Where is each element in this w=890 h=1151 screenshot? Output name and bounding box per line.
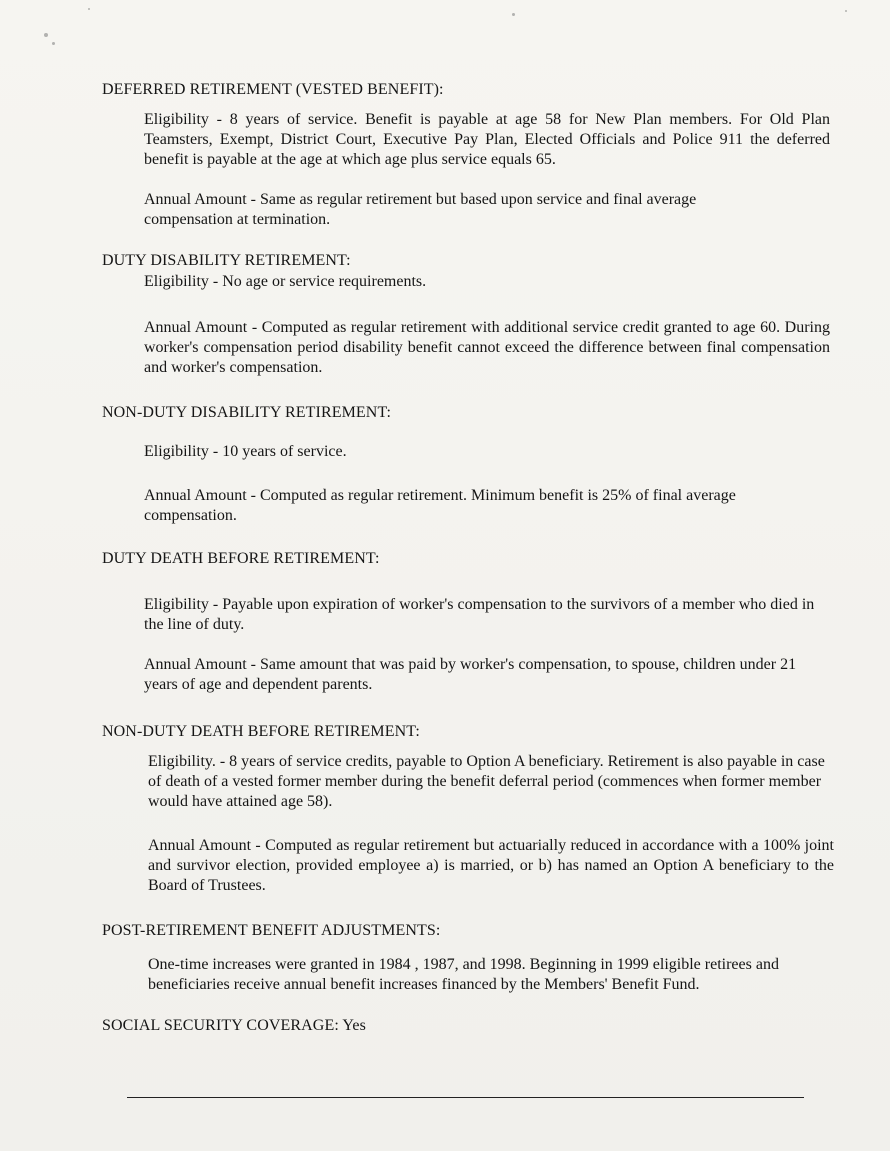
non-duty-death-annual-amount-text: Annual Amount - Computed as regular retirement but actuarially reduced in accordance with a 100% joint and survivor election, provided employee a) is married, or b) has named an Option A beneficiary to the Board of Trustees.: [148, 837, 834, 894]
section-heading-non-duty-death: NON-DUTY DEATH BEFORE RETIREMENT:: [102, 723, 420, 740]
section-heading-non-duty-disability: NON-DUTY DISABILITY RETIREMENT:: [102, 404, 392, 421]
section-heading-duty-disability: DUTY DISABILITY RETIREMENT:: [102, 252, 351, 269]
duty-death-eligibility-text: Eligibility - Payable upon expiration of worker's compensation to the survivors of a member who died in the line of duty.: [144, 596, 815, 633]
duty-disability-eligibility-text: Eligibility - No age or service requirements.: [144, 273, 427, 290]
non-duty-death-eligibility-text: Eligibility. - 8 years of service credits, payable to Option A beneficiary. Retirement is also payable in case of death of a vested former member during the benefit deferral period (commences when former member would have attained age 58).: [148, 753, 825, 810]
post-retirement-adjustments-text: One-time increases were granted in 1984 , 1987, and 1998. Beginning in 1999 eligible retirees and beneficiaries receive annual benefit increases financed by the Members' Benefit Fund.: [148, 956, 779, 993]
bottom-divider: [127, 1097, 804, 1098]
duty-death-annual-amount-text: Annual Amount - Same amount that was paid by worker's compensation, to spouse, children under 21 years of age and dependent parents.: [144, 656, 797, 693]
non-duty-disability-annual-amount-text: Annual Amount - Computed as regular retirement. Minimum benefit is 25% of final average compensation.: [144, 487, 736, 524]
section-heading-duty-death: DUTY DEATH BEFORE RETIREMENT:: [102, 550, 380, 567]
non-duty-disability-eligibility-text: Eligibility - 10 years of service.: [144, 443, 347, 460]
scan-speck: [845, 10, 847, 12]
scan-speck: [44, 33, 48, 37]
scan-speck: [512, 13, 515, 16]
scan-speck: [88, 8, 90, 10]
deferred-eligibility-text: Eligibility - 8 years of service. Benefit is payable at age 58 for New Plan members. For Old Plan Teamsters, Exempt, District Court, Executive Pay Plan, Elected Officials and Police 911 the deferred benefit is payable at the age at which age plus service equals 65.: [144, 111, 830, 168]
duty-disability-annual-amount-text: Annual Amount - Computed as regular retirement with additional service credit granted to age 60. During worker's compensation period disability benefit cannot exceed the difference between final compensation and worker's compensation.: [144, 319, 830, 376]
scan-speck: [52, 42, 55, 45]
section-heading-post-retirement: POST-RETIREMENT BENEFIT ADJUSTMENTS:: [102, 922, 441, 939]
section-heading-deferred-retirement: DEFERRED RETIREMENT (VESTED BENEFIT):: [102, 81, 444, 98]
section-heading-social-security: SOCIAL SECURITY COVERAGE: Yes: [102, 1017, 366, 1034]
deferred-annual-amount-text: Annual Amount - Same as regular retirement but based upon service and final average compensation at termination.: [144, 191, 697, 228]
